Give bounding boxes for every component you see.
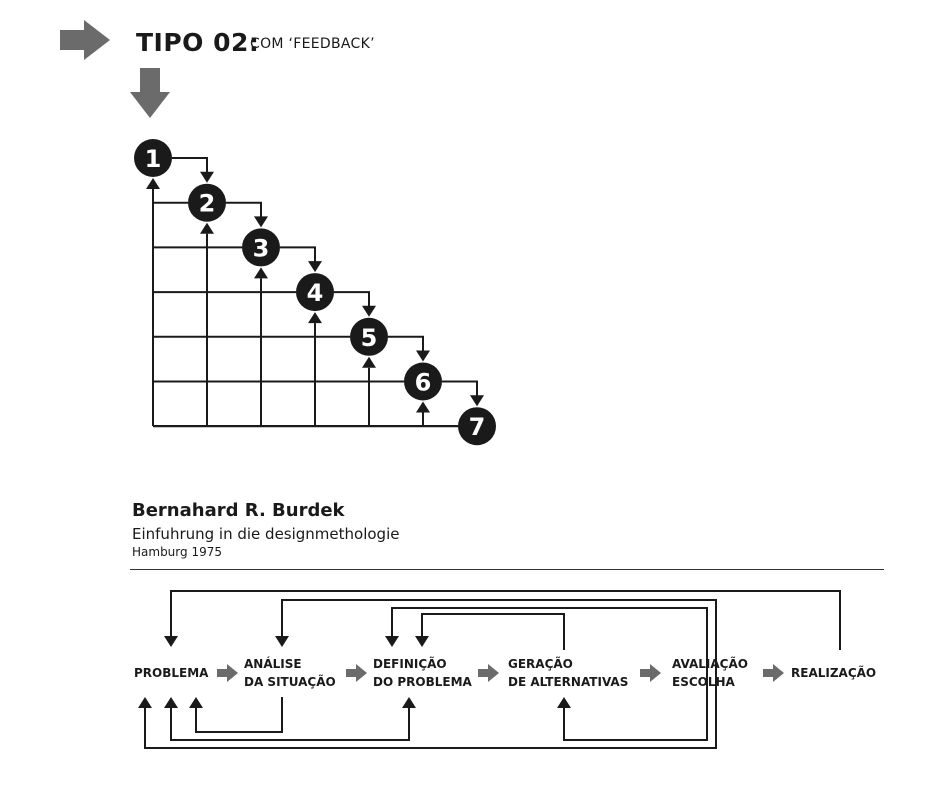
arrow-up-icon [138,697,152,708]
forward-line [388,337,423,352]
loop-line [145,708,716,748]
arrow-up-icon [308,312,322,323]
arrow-down-icon [164,636,178,647]
forward-line [280,247,315,262]
loop-line [564,697,707,740]
arrow-up-icon [146,178,160,189]
stage-label: REALIZAÇÃO [791,666,877,680]
arrow-down-icon [416,351,430,362]
step-number: 5 [360,323,378,352]
loop-line [171,708,409,740]
stage-label: AVALIAÇÃO [672,657,748,671]
reference-author: Bernahard R. Burdek [132,500,345,521]
reference-place-year: Hamburg 1975 [132,545,222,559]
stage-geracao [508,655,628,691]
stage-label: DA SITUAÇÃO [244,675,336,689]
arrow-up-icon [416,402,430,413]
arrow-up-icon [557,697,571,708]
step-number: 1 [144,145,162,173]
flow-arrow-icon [478,664,499,682]
loop-line [196,697,282,732]
loop-line [422,614,564,650]
flow-arrow-icon [217,664,238,682]
step-number: 3 [252,234,270,263]
arrow-down-icon [362,306,376,317]
flow-arrow-icon [763,664,784,682]
stage-avaliacao [672,655,748,691]
step-number: 7 [468,413,486,442]
stage-label: PROBLEMA [134,666,209,680]
arrow-down-icon [415,636,429,647]
stage-label: GERAÇÃO [508,657,573,671]
arrow-down-icon [308,261,322,272]
stage-analise [244,655,336,691]
stage-label: ANÁLISE [244,657,302,671]
page-subtitle: COM ‘FEEDBACK’ [250,36,375,52]
arrow-down-icon [275,636,289,647]
down-arrow-icon [130,68,170,118]
flow-arrow-icon [640,664,661,682]
stage-label: DO PROBLEMA [373,675,472,689]
arrow-up-icon [200,223,214,234]
stage-problema [134,664,208,682]
stage-label: DE ALTERNATIVAS [508,675,629,689]
arrow-up-icon [164,697,178,708]
arrow-up-icon [362,357,376,368]
feedback-cascade [134,139,496,445]
stage-label: DEFINIÇÃO [373,657,447,671]
forward-line [172,158,207,173]
arrow-up-icon [189,697,203,708]
arrow-down-icon [254,216,268,227]
arrow-up-icon [254,267,268,278]
forward-line [226,203,261,218]
arrow-down-icon [470,395,484,406]
forward-line [334,292,369,307]
stage-label: ESCOLHA [672,675,735,689]
step-number: 6 [414,368,432,397]
step-number: 4 [306,279,324,308]
stage-realizacao [791,664,876,682]
forward-line [442,382,477,397]
reference-book: Einfuhrung in die designmethologie [132,525,400,543]
step-number: 2 [198,189,216,218]
right-arrow-icon [60,20,110,60]
stage-definicao [373,655,472,691]
arrow-up-icon [402,697,416,708]
flow-arrow-icon [346,664,367,682]
arrow-down-icon [385,636,399,647]
page-title: TIPO 02: [136,28,260,57]
arrow-down-icon [200,172,214,183]
divider [130,569,884,570]
